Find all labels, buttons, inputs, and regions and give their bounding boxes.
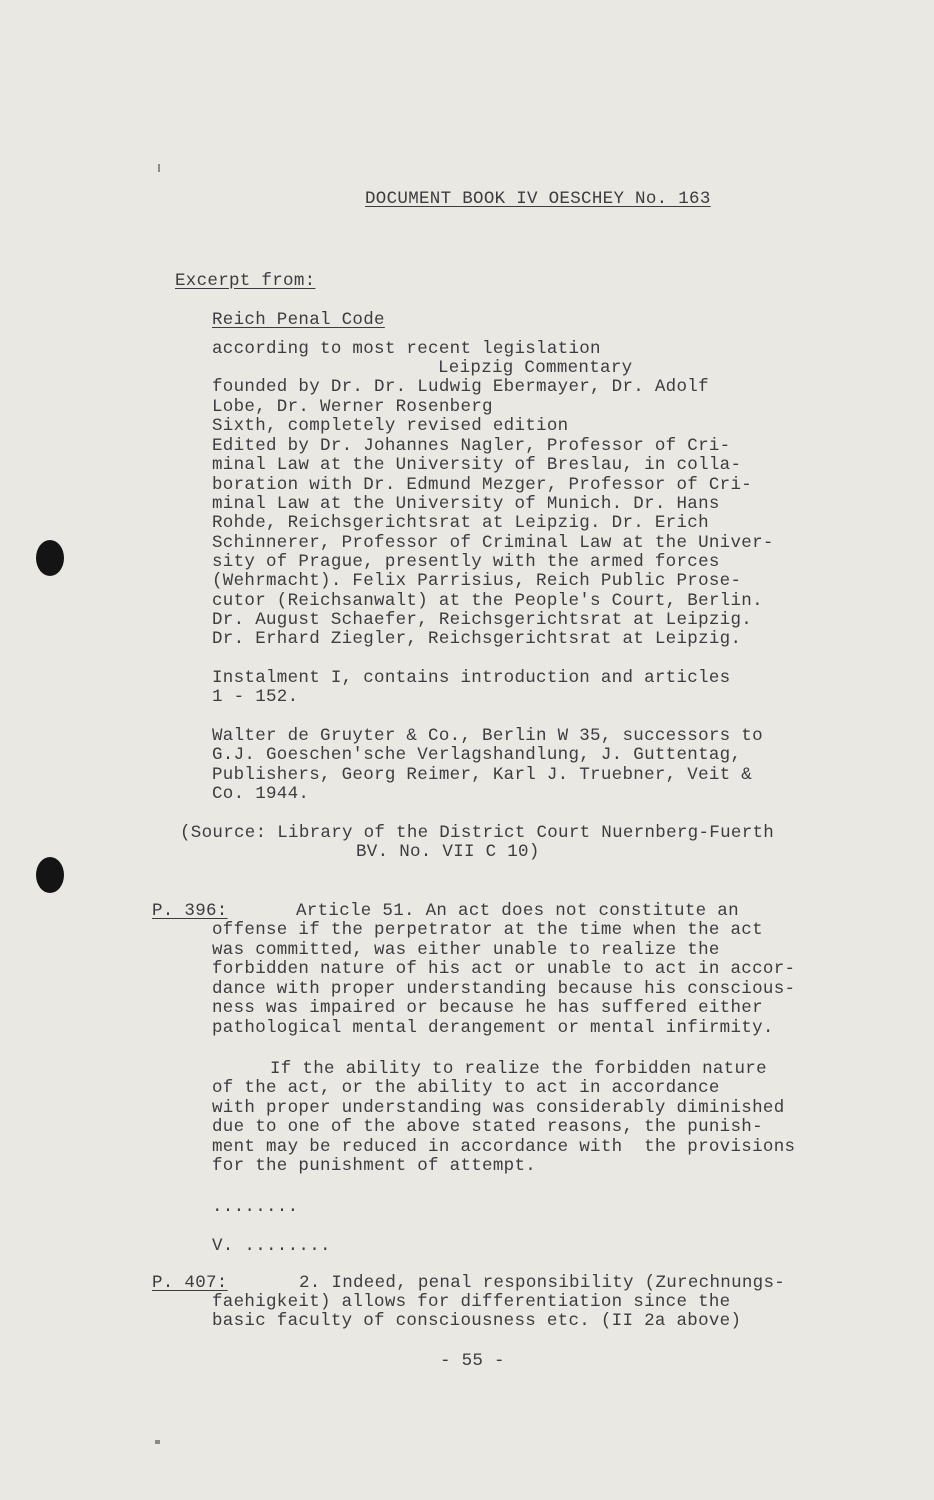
page-ref-label: P. 396: [152,901,228,921]
paper-speck [158,164,160,172]
omission-dots: ........ [212,1197,299,1217]
punch-hole [36,857,64,893]
book-title: Reich Penal Code [212,310,385,330]
omission-dots: V. ........ [212,1236,331,1256]
document-header: DOCUMENT BOOK IV OESCHEY No. 163 [365,189,711,209]
document-page: DOCUMENT BOOK IV OESCHEY No. 163 Excerpt from: Reich Penal Code according to most recent legislation Leipzig Commentary founded by Dr. Dr. Ludwig Ebermayer, Dr. Adolf Lobe, Dr. Werner Rosenberg Sixth, completely revised edition Edited by Dr. Johannes Nagler, Professor of Cri- minal Law at the University of Breslau, in colla- boration with Dr. Edmund Mezger, Professor of Cri- minal Law at the University of Munich. Dr. Hans Rohde, Reichsgerichtsrat at Leipzig. Dr. Erich Schinnerer, Professor of Criminal Law at the Univer- sity of Prague, presently with the armed forces (Wehrmacht). Felix Parrisius, Reich Public Prose- cutor (Reichsanwalt) at the People's Court, Berlin. Dr. August Schaefer, Reichsgerichtsrat at Leipzig. Dr. Erhard Ziegler, Reichsgerichtsrat at Leipzig. Instalment I, contains introduction and articles 1 - 152. Walter de Gruyter & Co., Berlin W 35, successors to G.J. Goeschen'sche Verlagshandlung, J. Guttentag, Publishers, Georg Reimer, Karl J. Truebner, Veit & Co. 1944. (Source: Library of the District Court Nuernberg-Fuerth BV. No. VII C 10) P. 396: Article 51. An act does not constitute an offense if the perpetrator at the time when the act was committed, was either unable to realize the forbidden nature of his act or unable to act in accor- dance with proper understanding because his conscious- ness was impaired or because he has suffered either pathological mental derangement or mental infirmity. If the ability to realize the forbidden nature of the act, or the ability to act in accordance with proper understanding was considerably diminished due to one of the above stated reasons, the punish- ment may be reduced in accordance with the provisions for the punishment of attempt. ........ V. ........ P. 407: 2. Indeed, penal responsibility (Zurechnungs- faehigkeit) allows for differentiation since the basic faculty of consciousness etc. (II 2a above) - 55 - [0,0,934,1500]
page-number: - 55 - [440,1351,505,1371]
excerpt-label: Excerpt from: [175,271,316,291]
punch-hole [36,540,64,576]
page-ref-label: P. 407: [152,1273,228,1293]
paper-speck [155,1440,160,1444]
